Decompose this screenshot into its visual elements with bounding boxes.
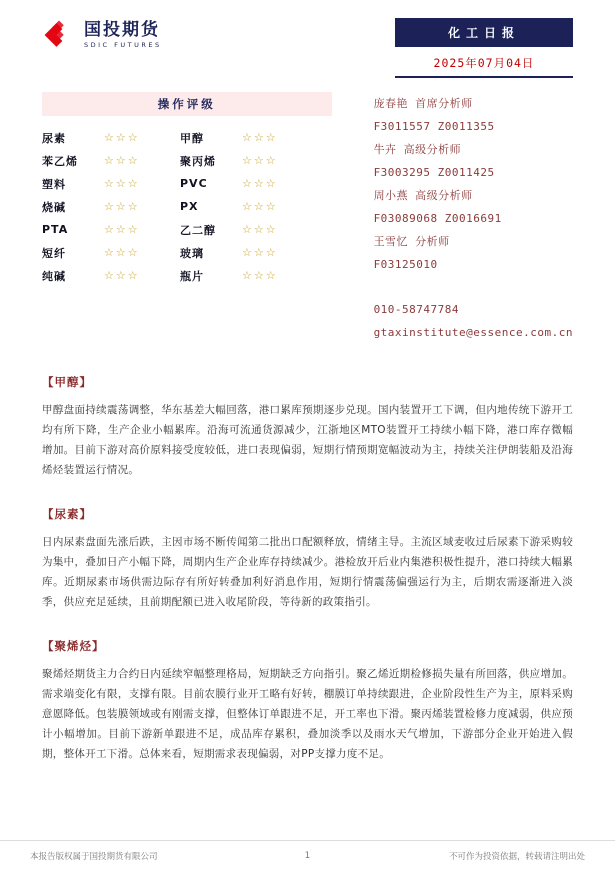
section-polyolefin bbox=[42, 638, 573, 764]
rating-row bbox=[42, 241, 332, 264]
rating-commodity: 烧碱 bbox=[42, 200, 66, 214]
rating-stars: ☆☆☆ bbox=[242, 177, 278, 190]
ratings-title: 操作评级 bbox=[42, 92, 332, 116]
analyst-name: 王雪忆 分析师 bbox=[373, 235, 450, 248]
rating-stars: ☆☆☆ bbox=[104, 200, 140, 213]
rating-commodity: PVC bbox=[180, 177, 208, 190]
rating-commodity: 尿素 bbox=[42, 131, 66, 145]
page-header bbox=[0, 0, 615, 78]
section-title: 【甲醇】 bbox=[42, 375, 92, 389]
rating-commodity: 苯乙烯 bbox=[42, 154, 78, 168]
contact-email[interactable]: gtaxinstitute@essence.com.cn bbox=[373, 326, 573, 339]
analyst-name: 周小燕 高级分析师 bbox=[373, 189, 473, 202]
rating-row bbox=[42, 264, 332, 287]
spacer bbox=[374, 276, 573, 298]
analyst-code: F03089068 Z0016691 bbox=[373, 212, 502, 225]
sdic-logo-icon bbox=[42, 18, 76, 52]
rating-commodity: 瓶片 bbox=[180, 269, 204, 283]
analyst-code: F3011557 Z0011355 bbox=[373, 120, 495, 133]
rating-row bbox=[42, 126, 332, 149]
logo-text bbox=[84, 21, 162, 50]
rating-commodity: 塑料 bbox=[42, 177, 66, 191]
section-urea bbox=[42, 506, 573, 612]
section-paragraph: 日内尿素盘面先涨后跌，主因市场不断传闻第二批出口配额释放，情绪主导。主流区域麦收过后尿素下游采购较为集中，叠加日产小幅下降，周期内生产企业库存持续减少。港检放开后业内集港积极性提升，港口持续大幅累库。近期尿素市场供需边际存有所好转叠加利好消息作用，短期行情震荡偏强运行为主，后期农需逐渐进入淡季，供应充足延续，且前期配额已进入收尾阶段，等待新的政策指引。 bbox=[42, 536, 573, 608]
company-logo bbox=[42, 18, 162, 52]
rating-commodity: 聚丙烯 bbox=[180, 154, 216, 168]
analyst-code: F3003295 Z0011425 bbox=[373, 166, 495, 179]
rating-stars: ☆☆☆ bbox=[242, 269, 278, 282]
ratings-table bbox=[42, 92, 332, 344]
rating-stars: ☆☆☆ bbox=[104, 269, 140, 282]
rating-row bbox=[42, 218, 332, 241]
rating-stars: ☆☆☆ bbox=[104, 131, 140, 144]
footer-disclaimer: 不可作为投资依据，转载请注明出处 bbox=[448, 851, 585, 862]
rating-stars: ☆☆☆ bbox=[242, 131, 278, 144]
section-methanol bbox=[42, 374, 573, 480]
section-paragraph: 聚烯烃期货主力合约日内延续窄幅整理格局，短期缺乏方向指引。聚乙烯近期检修损失量有所回落，供应增加。需求端变化有限，支撑有限。目前农膜行业开工略有好转，棚膜订单持续跟进，企业阶段性生产为主，原料采购意愿降低。包装膜领域或有刚需支撑，但整体订单跟进不足，开工率也下滑。聚丙烯装置检修力度减弱，供应预计小幅增加。目前下游新单跟进不足，成品库存累积，叠加淡季以及雨水天气增加，下游部分企业开始进入假期，整体开工下滑。总体来看，短期需求表现偏弱，对PP支撑力度不足。 bbox=[42, 668, 573, 760]
rating-row bbox=[42, 149, 332, 172]
rating-stars: ☆☆☆ bbox=[104, 177, 140, 190]
section-title: 【聚烯烃】 bbox=[42, 639, 105, 653]
rating-commodity: 玻璃 bbox=[180, 246, 204, 260]
summary-area bbox=[0, 78, 615, 344]
rating-commodity: PTA bbox=[42, 223, 69, 236]
analyst-name: 牛卉 高级分析师 bbox=[373, 143, 462, 156]
logo-name-en: SDIC FUTURES bbox=[84, 41, 162, 50]
analyst-name: 庞春艳 首席分析师 bbox=[373, 97, 473, 110]
rating-stars: ☆☆☆ bbox=[104, 246, 140, 259]
rating-row bbox=[42, 195, 332, 218]
section-paragraph: 甲醇盘面持续震荡调整，华东基差大幅回落，港口累库预期逐步兑现。国内装置开工下调，但内地传统下游开工均有所下降，生产企业小幅累库。沿海可流通货源减少，江浙地区MTO装置开工持续小幅下降，港口库存微幅增加。目前下游对高价原料接受度较低，进口表现偏弱，短期行情预期宽幅波动为主，持续关注伊朗装船及沿海烯烃装置运行情况。 bbox=[42, 404, 573, 476]
report-type: 化工日报 bbox=[395, 18, 573, 49]
rating-stars: ☆☆☆ bbox=[242, 200, 278, 213]
rating-commodity: 甲醇 bbox=[180, 131, 204, 145]
rating-commodity: 短纤 bbox=[42, 246, 66, 260]
rating-commodity: 乙二醇 bbox=[180, 223, 216, 237]
page-number: 1 bbox=[304, 850, 311, 861]
report-title-box bbox=[395, 18, 573, 78]
rating-stars: ☆☆☆ bbox=[104, 154, 140, 167]
analyst-info bbox=[374, 92, 573, 344]
analyst-code: F03125010 bbox=[373, 258, 438, 271]
rating-stars: ☆☆☆ bbox=[242, 223, 278, 236]
report-date: 2025年07月04日 bbox=[395, 49, 573, 78]
rating-stars: ☆☆☆ bbox=[242, 246, 278, 259]
rating-commodity: 纯碱 bbox=[42, 269, 66, 283]
section-title: 【尿素】 bbox=[42, 507, 92, 521]
rating-stars: ☆☆☆ bbox=[242, 154, 278, 167]
page-footer bbox=[0, 840, 615, 870]
contact-phone: 010-58747784 bbox=[373, 303, 460, 316]
rating-stars: ☆☆☆ bbox=[104, 223, 140, 236]
rating-commodity: PX bbox=[180, 200, 199, 213]
footer-copyright: 本报告版权属于国投期货有限公司 bbox=[30, 851, 158, 862]
report-body bbox=[0, 344, 615, 764]
logo-name-cn: 国投期货 bbox=[84, 19, 160, 40]
rating-row bbox=[42, 172, 332, 195]
